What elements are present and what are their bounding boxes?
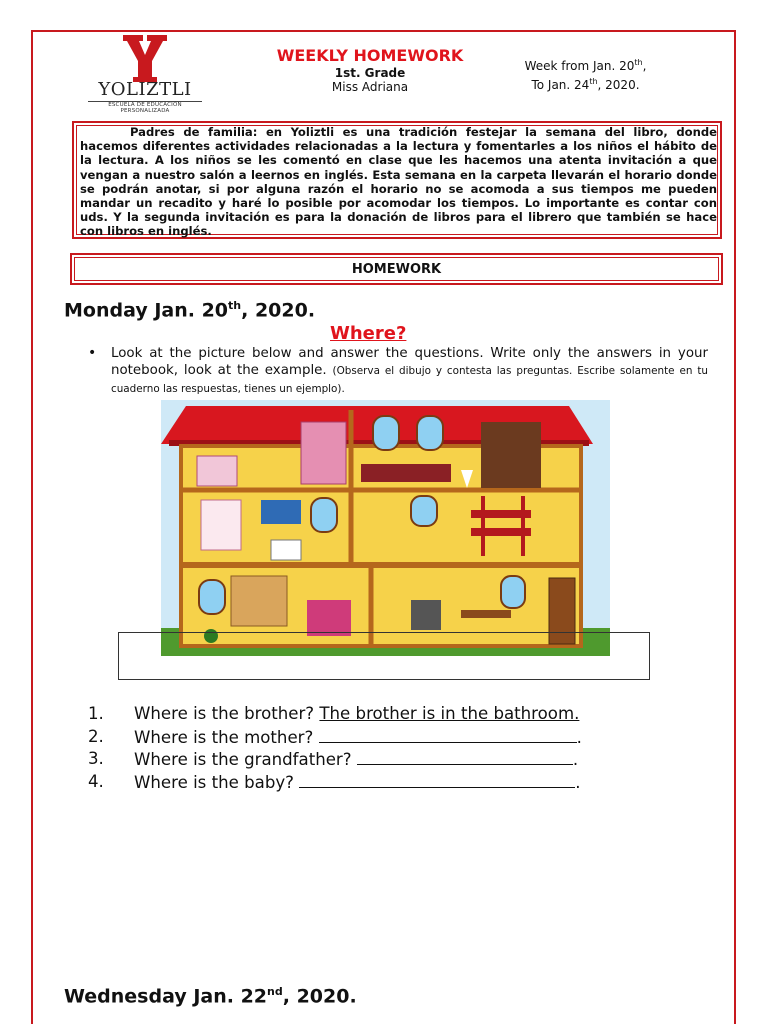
- question-prompt: Where is the mother?: [134, 727, 314, 747]
- wednesday-label: Wednesday Jan. 22: [64, 985, 268, 1008]
- logo-tagline: ESCUELA DE EDUCACIÓN PERSONALIZADA: [108, 102, 182, 114]
- question-text: [134, 704, 579, 723]
- grade-label: 1st. Grade: [334, 66, 406, 80]
- instructions-text: [111, 345, 708, 398]
- question-number: 4.: [88, 771, 104, 791]
- section-title: Where?: [330, 323, 407, 344]
- answer-blank[interactable]: [319, 727, 577, 743]
- week-to: To Jan. 24: [531, 78, 590, 92]
- question-number: 2.: [88, 726, 104, 746]
- week-from-sup: th: [634, 58, 643, 67]
- wednesday-end: , 2020.: [282, 985, 357, 1008]
- week-from: Week from Jan. 20: [524, 59, 635, 73]
- monday-sup: th: [228, 299, 242, 312]
- question-text: [134, 727, 582, 747]
- teacher-name: Miss Adriana: [331, 80, 409, 94]
- example-answer: The brother is in the bathroom.: [319, 704, 580, 723]
- wednesday-sup: nd: [267, 985, 283, 998]
- parents-notice: [72, 121, 722, 239]
- week-from-end: ,: [642, 59, 647, 73]
- question-end: .: [575, 772, 581, 792]
- answer-blank[interactable]: [299, 772, 575, 788]
- monday-label: Monday Jan. 20: [64, 299, 229, 322]
- question-text: [134, 772, 581, 792]
- school-logo: [86, 33, 204, 114]
- question-end: .: [576, 727, 582, 747]
- week-to-end: , 2020.: [597, 78, 640, 92]
- house-illustration: [161, 400, 610, 656]
- week-range: [498, 55, 673, 93]
- homework-label: HOMEWORK: [351, 262, 442, 277]
- question-prompt: Where is the baby?: [134, 772, 294, 792]
- week-to-sup: th: [589, 77, 598, 86]
- answer-blank[interactable]: [357, 749, 573, 765]
- notice-text: Padres de familia: en Yoliztli es una tradición festejar la semana del libro, donde hacemos diferentes actividades relacionadas a la lectura y fomentarles a los niños el hábito de la lectura. A los niños se les comentó en clase que les hacemos una atenta invitación a que vengan a nuestro salón a leernos en inglés. Esta semana en la carpeta llevarán el horario donde se podrán anotar, si por alguna razón el horario no se acomoda a sus tiempos me pueden mandar un recadito y haré lo posible por acomodar los tiempos. Lo importante es contar con uds. Y la segunda invitación es para la donación de libros para el librero que también se hace con libros en inglés.: [80, 125, 717, 239]
- question-number: 3.: [88, 749, 104, 768]
- question-number: 1.: [88, 704, 104, 723]
- instructions-end: .: [341, 383, 345, 395]
- answer-box: [118, 632, 650, 680]
- logo-name: YOLIZTLI: [98, 79, 192, 100]
- question-text: [134, 749, 578, 769]
- monday-date: [64, 299, 315, 321]
- homework-title: WEEKLY HOMEWORK: [276, 46, 464, 65]
- instructions-main: Look at the picture below and answer the questions. Write only the answers in your notebook, look at the example.: [111, 346, 708, 378]
- wednesday-date: [64, 985, 357, 1007]
- instructions-spanish: (Observa el dibujo y contesta las preguntas. Escribe solamente en tu cuaderno las respuestas, tienes un ejemplo): [111, 365, 708, 395]
- y-letter-logo-icon: [86, 33, 204, 83]
- bullet: •: [88, 345, 97, 361]
- question-prompt: Where is the brother?: [134, 704, 315, 723]
- monday-end: , 2020.: [241, 299, 316, 322]
- question-end: .: [572, 750, 579, 769]
- homework-banner: [70, 253, 723, 285]
- question-prompt: Where is the grandfather?: [134, 750, 352, 769]
